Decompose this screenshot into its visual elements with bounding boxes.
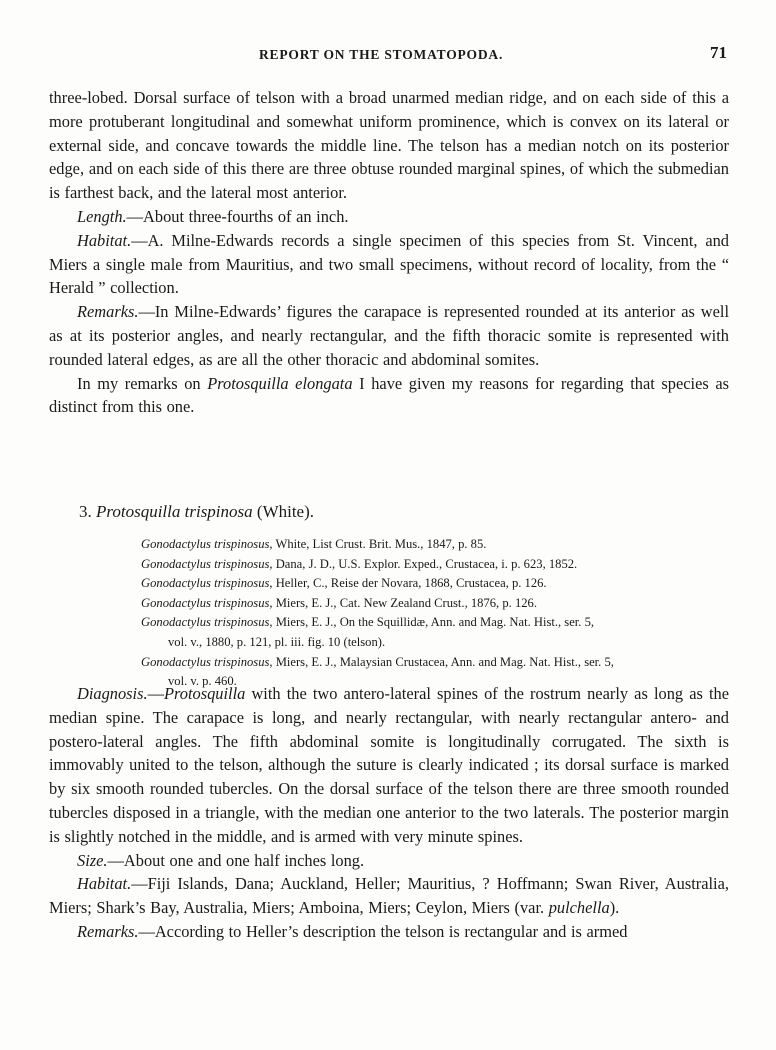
reference-taxon: Gonodactylus trispinosus — [141, 615, 270, 630]
text-block-top — [49, 86, 729, 419]
paragraph-habitat-trispinosa — [49, 872, 729, 920]
reference-entry — [141, 555, 729, 575]
paragraph-length — [49, 205, 729, 229]
habitat-text: —A. Milne-Edwards records a single specimen of this species from St. Vincent, and Miers a single male from Mauritius, and two small specimens, without record of locality, from the “ Herald ” collection. — [49, 230, 729, 298]
habitat-end: ). — [609, 898, 620, 918]
length-text: —About three-fourths of an inch. — [126, 206, 349, 226]
reference-entry — [141, 613, 729, 633]
remarks-text: —According to Heller’s description the telson is rectangular and is armed — [138, 921, 628, 941]
species-author: (White). — [256, 502, 315, 521]
remarks-label: Remarks. — [77, 921, 139, 941]
length-label: Length. — [77, 206, 127, 226]
species-name: Protosquilla trispinosa — [96, 502, 253, 521]
remarks-label: Remarks. — [77, 302, 139, 322]
diagnosis-genus: Protosquilla — [163, 684, 246, 703]
species-number: 3. — [79, 502, 92, 521]
diagnosis-label: Diagnosis. — [77, 684, 148, 703]
reference-entry — [141, 594, 729, 614]
note-text-a: In my remarks on — [77, 373, 208, 393]
running-title: REPORT ON THE STOMATOPODA. — [259, 47, 504, 62]
paragraph-elongata-note — [49, 372, 729, 420]
paragraph-telson-description: three-lobed. Dorsal surface of telson with a broad unarmed median ridge, and on each side of this a more protuberant longitudinal and somewhat uniform prominence, which is convex on its lateral or external side, and concave towards the middle line. The telson has a median notch on its posterior edge, and on each side of this there are three obtuse rounded marginal spines, of which the submedian is farthest back, and the lateral most anterior. — [49, 88, 729, 203]
reference-citation: , Miers, E. J., On the Squillidæ, Ann. and Mag. Nat. Hist., ser. 5, — [269, 615, 595, 630]
reference-entry — [141, 535, 729, 555]
reference-entry — [141, 653, 729, 673]
page-number: 71 — [710, 43, 727, 62]
reference-citation: , Miers, E. J., Malaysian Crustacea, Ann. and Mag. Nat. Hist., ser. 5, — [269, 654, 614, 669]
paragraph-diagnosis — [49, 682, 729, 849]
reference-taxon: Gonodactylus trispinosus — [141, 654, 270, 669]
habitat-text: —Fiji Islands, Dana; Auckland, Heller; Mauritius, ? Hoffmann; Swan River, Australia, Miers; Shark’s Bay, Australia, Miers; Amboina, Miers; Ceylon, Miers (var. — [49, 874, 729, 918]
paragraph-habitat — [49, 229, 729, 300]
reference-continuation: vol. v. p. 460. — [168, 674, 237, 689]
reference-entry — [141, 574, 729, 594]
reference-taxon: Gonodactylus trispinosus — [141, 537, 270, 551]
note-species-name: Protosquilla elongata — [207, 373, 353, 393]
paragraph-size — [49, 849, 729, 873]
note-text-b: I have given my reasons for regarding that species as distinct from this one. — [49, 373, 730, 417]
text-block-bottom — [49, 682, 729, 944]
paragraph-remarks-trispinosa — [49, 920, 729, 944]
remarks-text: —In Milne-Edwards’ figures the carapace is represented rounded at its anterior as well as at its posterior angles, and nearly rectangular, and the fifth thoracic somite is represented with rounded lateral edges, as are all the other thoracic and abdominal somites. — [49, 302, 729, 369]
habitat-label: Habitat. — [77, 230, 132, 250]
diagnosis-dash: — — [147, 684, 164, 703]
paragraph-remarks — [49, 300, 729, 371]
species-heading — [79, 502, 314, 522]
running-header — [49, 44, 729, 66]
size-label: Size. — [77, 850, 108, 870]
diagnosis-text: with the two antero-lateral spines of the rostrum nearly as long as the median spine. The carapace is long, and nearly rectangular, with nearly rectangular antero- and postero-lateral angles. The fifth abdominal somite is longitudinally corrugated. The sixth is immovably united to the telson, although the suture is clearly indicated ; its dorsal surface is marked by six smooth rounded tubercles. On the dorsal surface of the telson there are three smooth rounded tubercles disposed in a triangle, with the median one anterior to the two laterals. The posterior margin is slightly notched in the middle, and is armed with very minute spines. — [49, 684, 729, 846]
size-text: —About one and one half inches long. — [107, 850, 365, 870]
habitat-label: Habitat. — [77, 874, 132, 894]
habitat-variety: pulchella — [548, 898, 610, 918]
reference-citation: , White, List Crust. Brit. Mus., 1847, p. 85. — [269, 537, 487, 551]
reference-continuation: vol. v., 1880, p. 121, pl. iii. fig. 10 (telson). — [168, 634, 386, 649]
synonymy-list — [141, 535, 729, 692]
reference-taxon: Gonodactylus trispinosus — [141, 576, 270, 591]
reference-citation: , Dana, J. D., U.S. Explor. Exped., Crustacea, i. p. 623, 1852. — [269, 556, 578, 571]
reference-taxon: Gonodactylus trispinosus — [141, 595, 270, 610]
reference-taxon: Gonodactylus trispinosus — [141, 556, 270, 571]
reference-citation: , Miers, E. J., Cat. New Zealand Crust., 1876, p. 126. — [269, 595, 537, 610]
reference-citation: , Heller, C., Reise der Novara, 1868, Crustacea, p. 126. — [269, 576, 547, 591]
